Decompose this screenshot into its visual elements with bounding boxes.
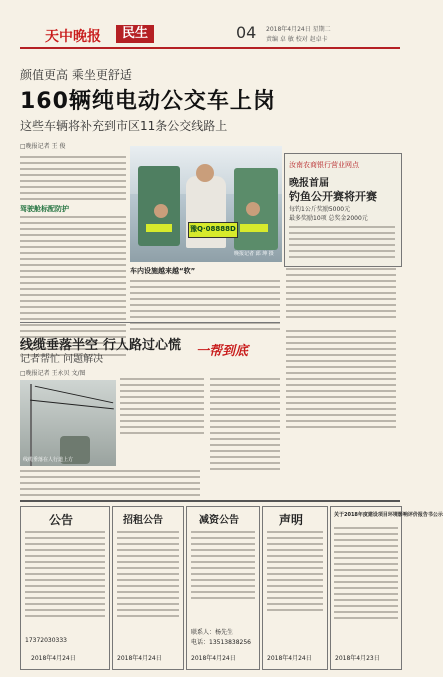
notice-3: [186, 506, 260, 670]
notice-2: [112, 506, 184, 670]
lead-body-col1: [20, 156, 126, 204]
side-notice-title1: 晚报首届: [289, 178, 329, 189]
lead-intro-heading: 驾驶舱标配防护: [20, 205, 69, 213]
notice-4-title: 声明: [279, 513, 304, 527]
second-headline-right: 行人路过心慌: [103, 338, 182, 353]
second-byline: □晚报记者 王永贝 文/图: [20, 370, 86, 377]
second-photo-caption: 线缆垂落在人行道上方: [23, 457, 74, 463]
notice-3-date: 2018年4月24日: [191, 655, 236, 662]
side-notice-kicker: 汝南农商银行营业网点: [289, 161, 359, 169]
lead-body-col3: [286, 268, 396, 322]
license-plate-text: 豫Q·08888D: [190, 225, 236, 233]
notice-2-date: 2018年4月24日: [117, 655, 162, 662]
lead-kicker: 颜值更高 乘坐更舒适: [20, 68, 132, 82]
notice-1: [20, 506, 110, 670]
lead-photo: [130, 146, 282, 262]
notice-5: [330, 506, 443, 670]
lead-photo-caption: 车内设施越来越“软”: [130, 267, 196, 275]
second-headline-left: 线缆垂落半空: [20, 338, 99, 353]
lead-photo-sign: 晚报记者 邱 坤 摄: [234, 251, 274, 257]
newspaper-logo: 天中晚报: [45, 29, 101, 45]
second-subhead: 记者帮忙 问题解决: [20, 354, 104, 365]
masthead-editors: 责编 卓 敏 校对 赵卓卡: [266, 36, 328, 43]
side-notice-body: [286, 330, 396, 432]
notice-1-date: 2018年4月24日: [31, 655, 76, 662]
help-banner: 一帮到底: [196, 344, 249, 359]
notice-4-date: 2018年4月24日: [267, 655, 312, 662]
notice-5-date: 2018年4月23日: [335, 655, 380, 662]
section-tag: 民生: [116, 25, 154, 43]
notice-1-phone: 17372030333: [25, 637, 67, 644]
side-notice-title2: 钓鱼公开赛将开赛: [289, 190, 377, 203]
notice-4: [262, 506, 328, 670]
lead-headline: 160辆纯电动公交车上岗: [20, 89, 276, 114]
second-photo: [20, 380, 116, 466]
side-notice-box: [284, 153, 402, 267]
lead-subhead: 这些车辆将补充到市区11条公交线路上: [20, 119, 228, 133]
lead-body-col2: [130, 280, 280, 334]
side-notice-note2: 最多奖励10项 总奖金2000元: [289, 215, 368, 222]
second-body-col1: [120, 378, 204, 438]
side-notice-note1: 每钓1公斤奖励5000元: [289, 206, 351, 213]
page-number: 04: [236, 23, 257, 42]
lead-byline: □晚报记者 王 俊: [20, 143, 66, 150]
masthead-date: 2018年4月24日 星期二: [266, 26, 331, 33]
notice-5-title: 关于2018年度建设项目环境影响评价报告书公示: [334, 512, 443, 518]
notice-3-contact: 联系人：杨先生: [191, 629, 234, 636]
second-body-col3: [210, 378, 280, 474]
notice-1-title: 公告: [49, 513, 74, 527]
notice-2-title: 招租公告: [123, 515, 163, 526]
notice-3-title: 减资公告: [199, 515, 239, 526]
notice-3-phone: 电话：13513838256: [191, 639, 251, 646]
